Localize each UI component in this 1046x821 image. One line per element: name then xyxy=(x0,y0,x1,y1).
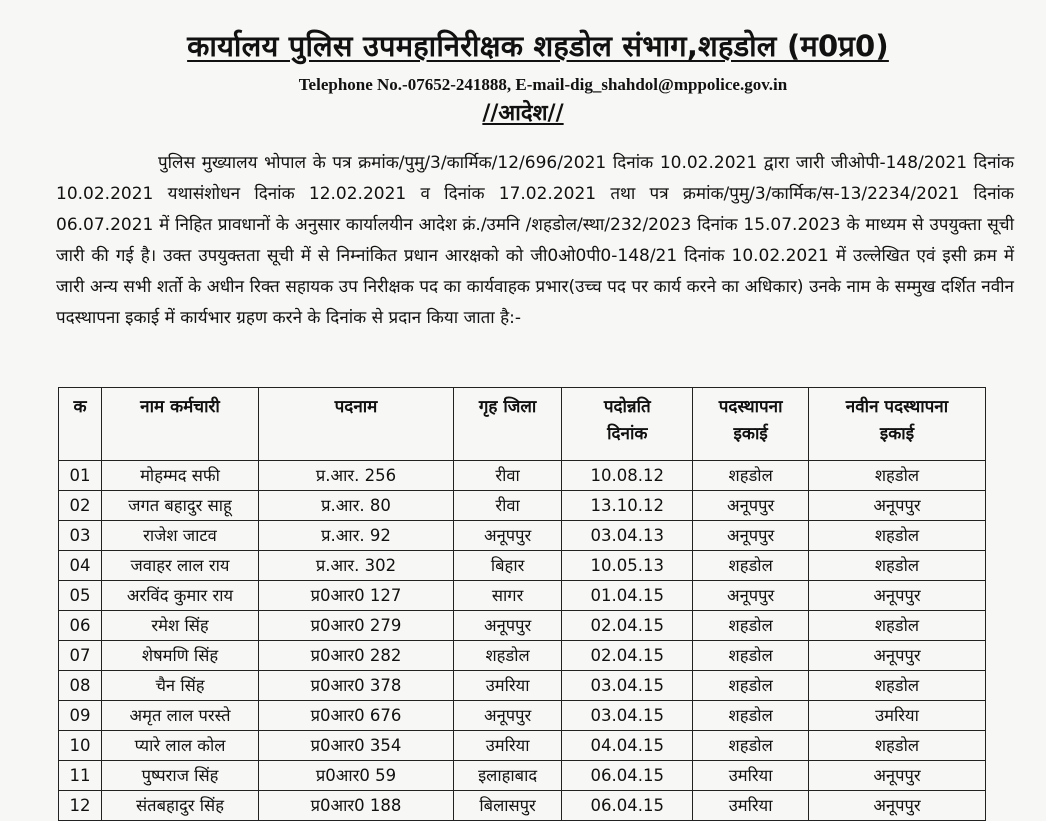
contact-line: Telephone No.-07652-241888, E-mail-dig_shahdol@mppolice.gov.in xyxy=(298,75,788,94)
header-sn xyxy=(59,388,102,461)
cell-new-posting: अनूपपुर xyxy=(808,791,985,821)
cell-designation: प्र0आर0 59 xyxy=(259,761,454,791)
cell-posting-unit: अनूपपुर xyxy=(693,581,809,611)
header-new-posting xyxy=(808,388,985,461)
cell-posting-unit: उमरिया xyxy=(693,761,809,791)
cell-home-district: शहडोल xyxy=(454,641,562,671)
cell-name: जगत बहादुर साहू xyxy=(102,491,259,521)
header-home-district xyxy=(454,388,562,461)
cell-new-posting: शहडोल xyxy=(808,611,985,641)
cell-new-posting: अनूपपुर xyxy=(808,491,985,521)
header-promotion-date-line1: पदोन्नति xyxy=(603,397,651,417)
header-new-posting-line2: इकाई xyxy=(879,424,915,444)
cell-promotion-date: 03.04.15 xyxy=(562,671,693,701)
cell-sn: 09 xyxy=(59,701,102,731)
cell-home-district: उमरिया xyxy=(454,671,562,701)
table-row xyxy=(59,731,986,761)
cell-home-district: इलाहाबाद xyxy=(454,761,562,791)
cell-sn: 10 xyxy=(59,731,102,761)
cell-name: शेषमणि सिंह xyxy=(102,641,259,671)
table-row xyxy=(59,521,986,551)
cell-promotion-date: 13.10.12 xyxy=(562,491,693,521)
table-body xyxy=(59,461,986,821)
header-promotion-date xyxy=(562,388,693,461)
cell-new-posting: शहडोल xyxy=(808,731,985,761)
cell-posting-unit: शहडोल xyxy=(693,611,809,641)
staff-table xyxy=(58,387,986,821)
cell-new-posting: उमरिया xyxy=(808,701,985,731)
header-posting-unit-line2: इकाई xyxy=(733,424,768,444)
cell-designation: प्र.आर. 256 xyxy=(259,461,454,491)
order-paragraph: पुलिस मुख्यालय भोपाल के पत्र क्रमांक/पुमु/3/कार्मिक/12/696/2021 दिनांक 10.02.2021 द्वारा जारी जीओपी-148/2021 दिनांक 10.02.2021 यथासंशोधन दिनांक 12.02.2021 व दिनांक 17.02.2021 तथा पत्र क्रमांक/पुमु/3/कार्मिक/स-13/2234/2021 दिनांक 06.07.2021 में निहित प्रावधानों के अनुसार कार्यालयीन आदेश क्रं./उमनि /शहडोल/स्था/232/2023 दिनांक 15.07.2023 के माध्यम से उपयुक्ता सूची जारी की गई है। उक्त उपयुक्तता सूची में से निम्नांकित प्रधान आरक्षको को जी0ओ0पी0-148/21 दिनांक 10.02.2021 में उल्लेखित एवं इसी क्रम में जारी अन्य सभी शर्तो के अधीन रिक्त सहायक उप निरीक्षक पद का कार्यवाहक प्रभार(उच्च पद पर कार्य करने का अधिकार) उनके नाम के सम्मुख दर्शित नवीन पदस्थापना इकाई में कार्यभार ग्रहण करने के दिनांक से प्रदान किया जाता है:- xyxy=(56,153,1014,328)
cell-home-district: बिहार xyxy=(454,551,562,581)
cell-designation: प्र.आर. 92 xyxy=(259,521,454,551)
cell-home-district: उमरिया xyxy=(454,731,562,761)
cell-sn: 12 xyxy=(59,791,102,821)
cell-designation: प्र0आर0 676 xyxy=(259,701,454,731)
cell-new-posting: अनूपपुर xyxy=(808,761,985,791)
cell-posting-unit: शहडोल xyxy=(693,731,809,761)
table-header xyxy=(59,388,986,461)
table-row xyxy=(59,581,986,611)
cell-sn: 04 xyxy=(59,551,102,581)
cell-sn: 06 xyxy=(59,611,102,641)
cell-promotion-date: 03.04.15 xyxy=(562,701,693,731)
cell-promotion-date: 06.04.15 xyxy=(562,791,693,821)
header-designation-label: पदनाम xyxy=(334,397,378,417)
cell-sn: 03 xyxy=(59,521,102,551)
order-heading: //आदेश// xyxy=(482,101,564,126)
header-posting-unit xyxy=(693,388,809,461)
header-promotion-date-line2: दिनांक xyxy=(607,424,648,444)
header-sn-label: क xyxy=(73,397,87,417)
cell-home-district: बिलासपुर xyxy=(454,791,562,821)
cell-sn: 02 xyxy=(59,491,102,521)
cell-designation: प्र.आर. 302 xyxy=(259,551,454,581)
cell-name: राजेश जाटव xyxy=(102,521,259,551)
cell-designation: प्र0आर0 188 xyxy=(259,791,454,821)
cell-sn: 01 xyxy=(59,461,102,491)
cell-name: प्यारे लाल कोल xyxy=(102,731,259,761)
cell-designation: प्र0आर0 127 xyxy=(259,581,454,611)
cell-sn: 05 xyxy=(59,581,102,611)
cell-home-district: सागर xyxy=(454,581,562,611)
cell-posting-unit: शहडोल xyxy=(693,671,809,701)
header-posting-unit-line1: पदस्थापना xyxy=(718,397,783,417)
cell-posting-unit: शहडोल xyxy=(693,641,809,671)
cell-posting-unit: शहडोल xyxy=(693,701,809,731)
header-name-label: नाम कर्मचारी xyxy=(140,397,220,417)
cell-home-district: अनूपपुर xyxy=(454,521,562,551)
table-row xyxy=(59,701,986,731)
cell-name: रमेश सिंह xyxy=(102,611,259,641)
cell-home-district: रीवा xyxy=(454,491,562,521)
cell-designation: प्र0आर0 354 xyxy=(259,731,454,761)
cell-name: जवाहर लाल राय xyxy=(102,551,259,581)
table-row xyxy=(59,461,986,491)
office-title: कार्यालय पुलिस उपमहानिरीक्षक शहडोल संभाग,शहडोल (म0प्र0) xyxy=(187,29,889,63)
cell-promotion-date: 10.05.13 xyxy=(562,551,693,581)
table-row xyxy=(59,491,986,521)
cell-sn: 07 xyxy=(59,641,102,671)
cell-designation: प्र.आर. 80 xyxy=(259,491,454,521)
cell-designation: प्र0आर0 279 xyxy=(259,611,454,641)
header-new-posting-line1: नवीन पदस्थापना xyxy=(845,397,949,417)
cell-home-district: रीवा xyxy=(454,461,562,491)
cell-home-district: अनूपपुर xyxy=(454,611,562,641)
cell-name: मोहम्मद सफी xyxy=(102,461,259,491)
cell-name: अमृत लाल परस्ते xyxy=(102,701,259,731)
cell-name: संतबहादुर सिंह xyxy=(102,791,259,821)
table-row xyxy=(59,611,986,641)
header-designation xyxy=(259,388,454,461)
cell-posting-unit: शहडोल xyxy=(693,551,809,581)
header-name xyxy=(102,388,259,461)
table-row xyxy=(59,551,986,581)
cell-name: अरविंद कुमार राय xyxy=(102,581,259,611)
header-row xyxy=(59,388,986,461)
cell-new-posting: अनूपपुर xyxy=(808,581,985,611)
cell-name: चैन सिंह xyxy=(102,671,259,701)
cell-sn: 11 xyxy=(59,761,102,791)
cell-posting-unit: अनूपपुर xyxy=(693,491,809,521)
header-home-district-label: गृह जिला xyxy=(478,397,537,417)
table-row xyxy=(59,671,986,701)
cell-promotion-date: 04.04.15 xyxy=(562,731,693,761)
table-row xyxy=(59,641,986,671)
cell-promotion-date: 10.08.12 xyxy=(562,461,693,491)
cell-new-posting: शहडोल xyxy=(808,521,985,551)
cell-designation: प्र0आर0 282 xyxy=(259,641,454,671)
cell-promotion-date: 06.04.15 xyxy=(562,761,693,791)
cell-new-posting: अनूपपुर xyxy=(808,641,985,671)
cell-new-posting: शहडोल xyxy=(808,551,985,581)
cell-name: पुष्पराज सिंह xyxy=(102,761,259,791)
cell-new-posting: शहडोल xyxy=(808,671,985,701)
cell-promotion-date: 02.04.15 xyxy=(562,611,693,641)
cell-posting-unit: शहडोल xyxy=(693,461,809,491)
cell-home-district: अनूपपुर xyxy=(454,701,562,731)
table-row xyxy=(59,761,986,791)
cell-new-posting: शहडोल xyxy=(808,461,985,491)
cell-sn: 08 xyxy=(59,671,102,701)
cell-promotion-date: 01.04.15 xyxy=(562,581,693,611)
cell-promotion-date: 02.04.15 xyxy=(562,641,693,671)
cell-posting-unit: अनूपपुर xyxy=(693,521,809,551)
cell-posting-unit: उमरिया xyxy=(693,791,809,821)
table-row xyxy=(59,791,986,821)
cell-designation: प्र0आर0 378 xyxy=(259,671,454,701)
cell-promotion-date: 03.04.13 xyxy=(562,521,693,551)
